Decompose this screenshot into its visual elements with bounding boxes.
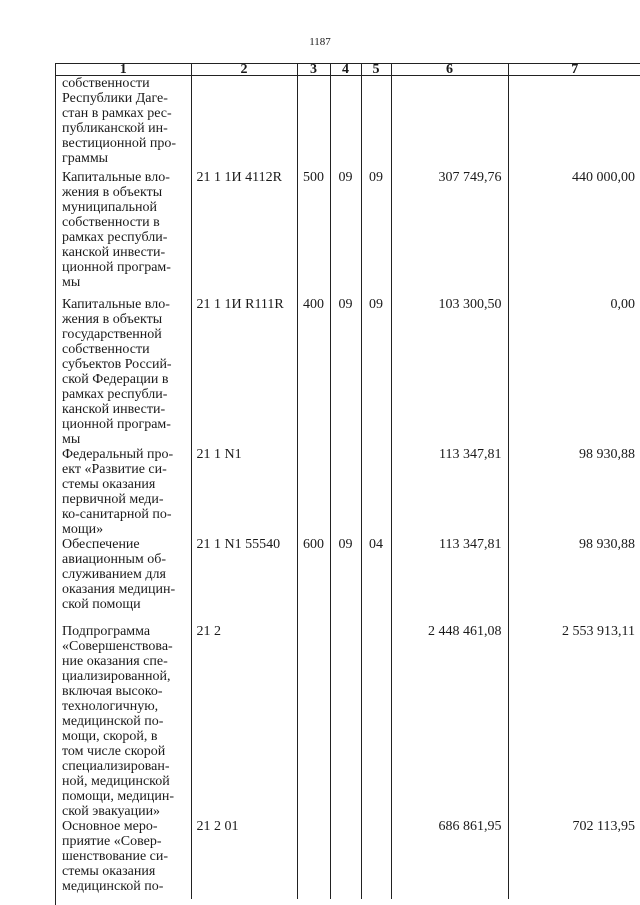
table-row [56,297,640,447]
row-name: Федеральный про- ект «Развитие си- стемы оказания первичной меди- ко-санитарной по- мощи» [62,447,174,537]
row-col-4 [330,76,361,169]
row-col-5 [361,624,391,819]
row-col-4: 09 [330,297,361,447]
header-col-1: 1 [56,64,191,76]
row-col-4 [330,447,361,537]
row-col-3 [297,447,330,537]
row-col-3: 600 [297,537,330,624]
table-row [56,819,640,899]
row-name: Капитальные вло- жения в объекты государственной собственности субъектов Россий- ской Федерации в рамках республи- канской инвести- ционной програм- мы [62,297,172,447]
row-name-cell [56,624,191,819]
row-value-6: 103 300,50 [391,297,508,447]
row-col-4 [330,819,361,899]
row-value-7: 98 930,88 [579,447,635,462]
row-value-6: 113 347,81 [391,537,508,624]
table-row [56,168,640,297]
header-row [56,64,640,76]
row-name: собственности Республики Даге- стан в рамках рес- публиканской ин- вестиционной про- граммы [62,76,177,166]
row-col-5 [361,447,391,537]
row-name-cell [56,447,191,537]
row-code: 21 2 01 [191,819,297,899]
row-name: Капитальные вло- жения в объекты муниципальной собственности в рамках республи- канской инвести- ционной програм- мы [62,170,171,290]
table-row [56,76,640,169]
row-col-3 [297,76,330,169]
header-col-3: 3 [297,64,330,76]
header-col-2: 2 [191,64,297,76]
row-value-6: 686 861,95 [391,819,508,899]
header-col-6: 6 [391,64,508,76]
row-value-6: 2 448 461,08 [391,624,508,819]
table-row [56,537,640,624]
row-code: 21 1 N1 [191,447,297,537]
row-value-7: 702 113,95 [572,819,635,834]
budget-table [56,64,640,899]
page-number: 1187 [309,36,331,48]
row-value-7: 2 553 913,11 [562,624,635,639]
row-col-3: 500 [297,168,330,297]
table-row [56,447,640,537]
row-value-7 [508,76,640,169]
header-col-7: 7 [508,64,640,76]
row-code: 21 1 1И 4112R [191,168,297,297]
header-col-5: 5 [361,64,391,76]
row-code: 21 1 N1 55540 [191,537,297,624]
row-value-7: 98 930,88 [579,537,635,552]
row-col-3: 400 [297,297,330,447]
row-col-5: 09 [361,297,391,447]
row-name: Основное меро- приятие «Совер- шенствование си- стемы оказания медицинской по- [62,819,169,894]
row-col-4: 09 [330,537,361,624]
table-row [56,624,640,819]
row-code: 21 2 [191,624,297,819]
budget-table-frame [55,63,640,905]
row-name-cell [56,297,191,447]
row-col-4: 09 [330,168,361,297]
row-value-6: 307 749,76 [391,168,508,297]
row-value-6: 113 347,81 [391,447,508,537]
row-name: Подпрограмма «Совершенствова- ние оказания спе- циализированной, включая высоко- технологичную, медицинской по- мощи, скорой, в том числе скорой специализирован- ной, медицинской помощи, медицин- ской эвакуации» [62,624,174,819]
row-name-cell [56,168,191,297]
row-value-7: 440 000,00 [572,170,635,185]
row-col-4 [330,624,361,819]
row-value-7: 0,00 [610,297,635,312]
header-col-4: 4 [330,64,361,76]
row-col-5 [361,76,391,169]
row-col-3 [297,819,330,899]
row-col-5: 04 [361,537,391,624]
row-name: Обеспечение авиационным об- служиванием для оказания медицин- ской помощи [62,537,176,612]
row-code: 21 1 1И R111R [191,297,297,447]
row-col-5 [361,819,391,899]
row-name-cell [56,537,191,624]
row-code [191,76,297,169]
row-col-3 [297,624,330,819]
row-value-6 [391,76,508,169]
row-col-5: 09 [361,168,391,297]
row-name-cell [56,819,191,899]
row-name-cell [56,76,191,169]
